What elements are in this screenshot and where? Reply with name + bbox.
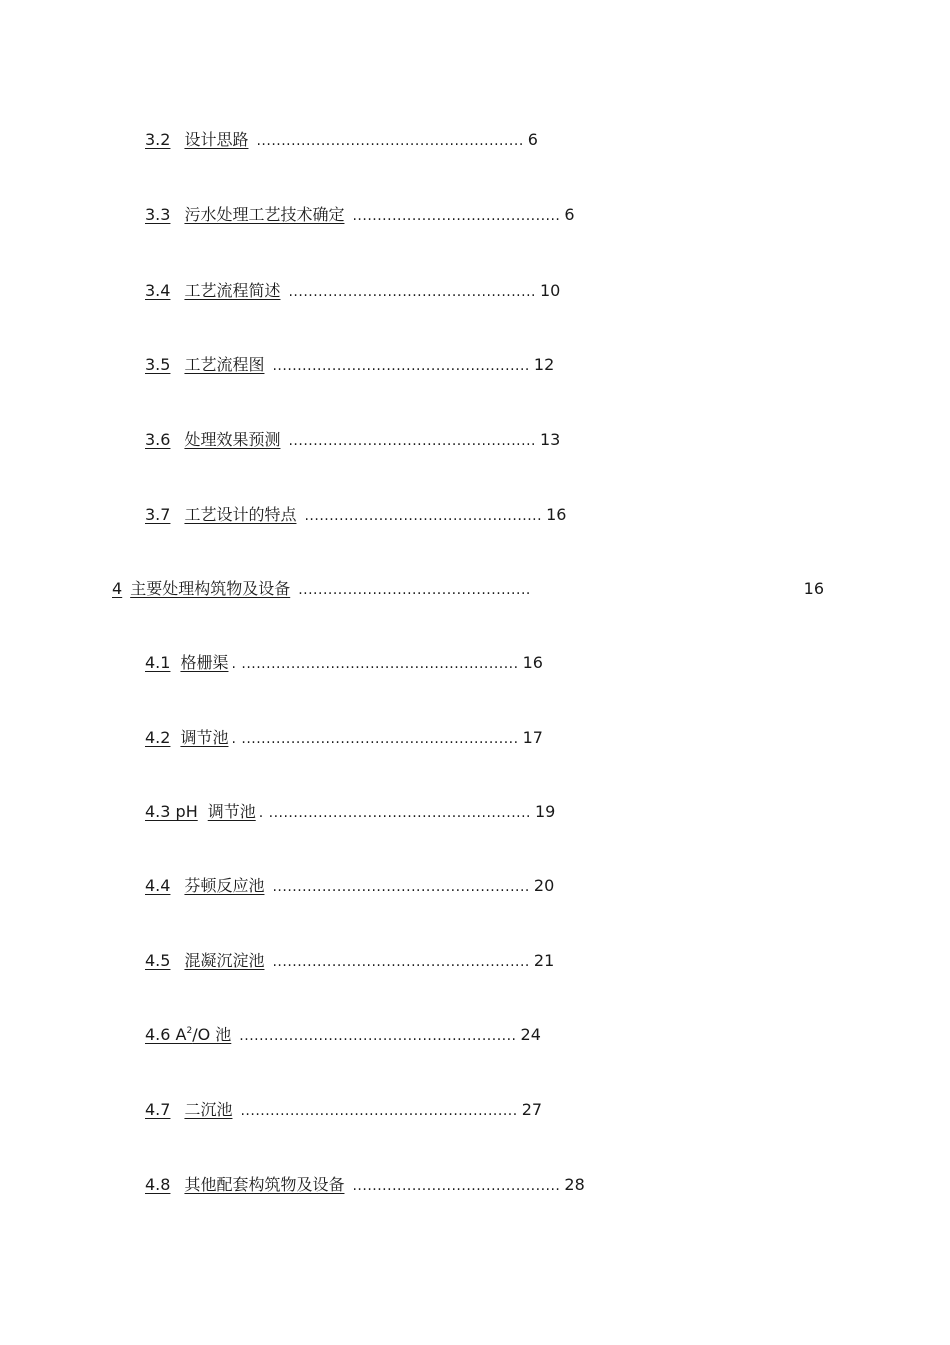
page-number: 28 [564,1175,585,1194]
dot-leader: . ........................................................ [231,731,519,747]
dot-leader: ................................................ [304,508,543,524]
section-title: 设计思路 [184,130,249,149]
section-number: 4.2 [145,728,171,747]
section-title: 混凝沉淀池 [184,951,265,970]
dot-leader: ........................................................ [240,1103,518,1119]
page-number: 13 [539,430,561,449]
page-number: 16 [803,579,824,598]
section-title: 其他配套构筑物及设备 [184,1175,345,1194]
page-number: 27 [521,1100,543,1119]
section-number: 4.8 [145,1175,171,1194]
toc-entry-link[interactable] [112,577,290,601]
toc-entry-4[interactable] [112,577,824,601]
page-number: 16 [546,505,567,524]
section-title: 二沉池 [184,1100,233,1119]
dot-leader: ........................................................ [239,1028,517,1044]
toc-entry-link[interactable] [145,874,264,898]
section-title: 芬顿反应池 [184,876,265,895]
section-number: 4.5 [145,951,171,970]
superscript: 2 [186,1026,193,1036]
dot-leader: . ........................................................ [231,656,519,672]
toc-entry-link[interactable] [145,651,228,675]
section-title: 工艺流程简述 [184,281,281,300]
dot-leader: .................................................. [288,284,536,300]
section-title: 主要处理构筑物及设备 [130,579,291,598]
section-title: 调节池 [207,802,256,821]
section-title: 工艺设计的特点 [184,505,297,524]
page-number: 17 [522,728,543,747]
dot-leader: .................................................... [272,954,530,970]
toc-entry-link[interactable] [145,726,228,750]
dot-leader: ...................................................... [256,133,524,149]
section-title: /O 池 [192,1025,232,1044]
page-number: 16 [522,653,543,672]
page-number: 19 [535,802,556,821]
section-number: 4.7 [145,1100,171,1119]
page-number: 20 [533,876,555,895]
toc-entry-4-7[interactable] [145,1098,542,1122]
section-number: 4.6 A [145,1025,187,1044]
section-number: 3.6 [145,430,171,449]
toc-entry-4-8[interactable] [145,1173,585,1197]
page-number: 12 [533,355,555,374]
section-title: 处理效果预测 [184,430,281,449]
section-number: 3.5 [145,355,171,374]
toc-entry-4-4[interactable] [145,874,554,898]
section-number: 4.1 [145,653,171,672]
toc-entry-link[interactable] [145,503,296,527]
page-number: 10 [539,281,561,300]
dot-leader: .................................................... [272,358,530,374]
toc-entry-link[interactable] [145,949,264,973]
section-title: 工艺流程图 [184,355,265,374]
toc-entry-4-5[interactable] [145,949,554,973]
toc-entry-4-2[interactable] [145,726,543,750]
section-title: 污水处理工艺技术确定 [184,205,345,224]
section-title: 格栅渠 [180,653,229,672]
dot-leader: .................................................. [288,433,536,449]
section-number: 3.4 [145,281,171,300]
toc-entry-link[interactable] [145,1098,232,1122]
toc-entry-4-3[interactable] [145,800,555,824]
section-number: 4 [112,579,123,598]
toc-entry-link[interactable] [145,353,264,377]
dot-leader: . ..................................................... [258,805,531,821]
section-number: 3.7 [145,505,171,524]
section-title: 调节池 [180,728,229,747]
toc-entry-3-7[interactable] [145,503,566,527]
toc-entry-3-5[interactable] [145,353,554,377]
dot-leader: .......................................... [352,1178,561,1194]
toc-entry-3-2[interactable] [145,128,538,152]
page-number: 21 [533,951,555,970]
toc-entry-link[interactable] [145,203,344,227]
toc-entry-3-4[interactable] [145,279,560,303]
toc-entry-3-3[interactable] [145,203,575,227]
page-number: 6 [564,205,575,224]
section-number: 3.2 [145,130,171,149]
toc-entry-link[interactable] [145,1173,344,1197]
page-number: 6 [527,130,538,149]
dot-leader: .................................................... [272,879,530,895]
dot-leader: ............................................... [298,582,531,598]
section-number: 4.3 pH [145,802,198,821]
section-number: 4.4 [145,876,171,895]
toc-entry-4-6[interactable] [145,1023,541,1047]
toc-entry-link[interactable] [145,128,248,152]
toc-entry-link[interactable] [145,800,256,824]
toc-entry-4-1[interactable] [145,651,543,675]
toc-entry-link[interactable] [145,1023,231,1047]
page-number: 24 [520,1025,541,1044]
dot-leader: .......................................... [352,208,561,224]
toc-entry-link[interactable] [145,279,280,303]
toc-entry-3-6[interactable] [145,428,560,452]
section-number: 3.3 [145,205,171,224]
toc-entry-link[interactable] [145,428,280,452]
